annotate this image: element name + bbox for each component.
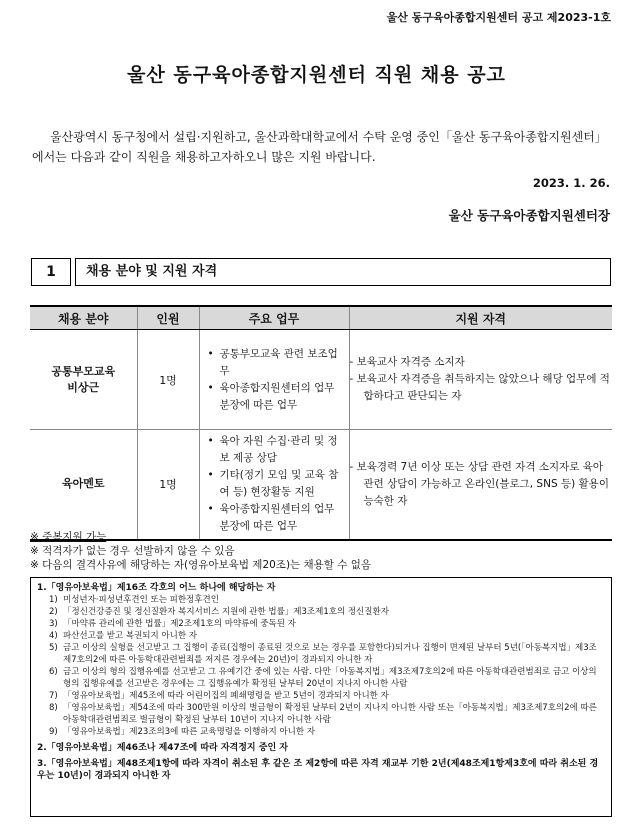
count-cell: 1명: [137, 330, 199, 430]
table-row: [30, 430, 612, 540]
intro-paragraph: 울산광역시 동구청에서 설립·지원하고, 울산과학대학교에서 수탁 운영 중인「울산 동구육아종합지원센터」에서는 다음과 같이 직원을 채용하고자하오니 많은 지원 바랍니다.: [32, 130, 607, 164]
note-no-selection: ※ 적격자가 없는 경우 선발하지 않을 수 있음: [30, 545, 235, 557]
section-number: 1: [31, 258, 71, 286]
section-title: 채용 분야 및 지원 자격: [75, 258, 611, 286]
disq-item: [37, 630, 605, 642]
disq-item-text: 「영유아보육법」제45조에 따라 어린이집의 폐쇄명령을 받고 5년이 경과되지 아니한 자: [63, 691, 389, 701]
header-count: 인원: [137, 306, 199, 330]
qualification-cell: [349, 430, 612, 540]
qualification-item: - 보육교사 자격증을 취득하지는 않았으나 해당 업무에 적합하다고 판단되는 자: [350, 371, 613, 405]
table-header-row: [30, 306, 612, 330]
duties-cell: [199, 330, 349, 430]
disq-item-number: 4): [49, 631, 58, 641]
disqualification-box: [30, 577, 612, 817]
duty-item: • 공통부모교육 관련 보조업무: [208, 346, 345, 380]
disq-item-text: 「영유아보육법」제23조의3에 따른 교육명령을 이행하지 아니한 자: [63, 727, 316, 737]
disq-item: [37, 702, 605, 726]
disq-item: [37, 594, 605, 606]
disq-item-text: 금고 이상의 형의 집행유예를 선고받고 그 유예기간 중에 있는 사람. 다만「아동복지법」제3조제7호의2에 따른 아동학대관련범죄로 금고 이상의 형의 집행유예를 선고받은 경우에는 그 집행유예가 확정된 날부터 20년이 지나지 아니한 사람: [63, 667, 597, 689]
disq-item-number: 9): [49, 727, 58, 737]
duty-item: • 육아종합지원센터의 업무분장에 따른 업무: [208, 501, 345, 535]
header-duties: 주요 업무: [199, 306, 349, 330]
disq-item-text: 「정신건강증진 및 정신질환자 복지서비스 지원에 관한 법률」제3조제1호의 정신질환자: [63, 607, 389, 617]
disq-heading-2: 2.「영유아보육법」제46조나 제47조에 따라 자격정지 중인 자: [37, 743, 288, 753]
disq-item-number: 6): [49, 667, 58, 677]
disq-heading-3: 3.「영유아보육법」제48조제1항에 따라 자격이 취소된 후 같은 조 제2항에 따른 자격 재교부 기한 2년(제48조제1항제3호에 따라 취소된 경우는 10년)이 경과되지 아니한 자: [37, 759, 599, 781]
qualification-item: - 보육교사 자격증 소지자: [350, 354, 613, 371]
duty-item: • 육아 자원 수집·관리 및 정보 제공 상담: [208, 433, 345, 467]
count-cell: 1명: [137, 430, 199, 540]
field-cell: [30, 430, 137, 540]
disq-heading-1: 1.「영유아보육법」제16조 각호의 어느 하나에 해당하는 자: [37, 583, 276, 593]
disq-item: [37, 606, 605, 618]
page-title: 울산 동구육아종합지원센터 직원 채용 공고: [127, 64, 506, 86]
announcement-date: 2023. 1. 26.: [532, 176, 610, 190]
qualification-item: - 보육경력 7년 이상 또는 상담 관련 자격 소지자로 육아관련 상담이 가능하고 온라인(블로그, SNS 등) 활용이 능숙한 자: [350, 459, 613, 510]
disq-item-number: 2): [49, 607, 58, 617]
disq-item-number: 7): [49, 691, 58, 701]
field-type: 비상근: [67, 380, 100, 394]
qualification-cell: [349, 330, 612, 430]
disq-item: [37, 642, 605, 666]
disq-item-number: 8): [49, 703, 58, 713]
disq-item-text: 미성년자·피성년후견인 또는 피한정후견인: [63, 595, 219, 605]
disq-item-text: 「마약류 관리에 관한 법률」제2조제1호의 마약류에 중독된 자: [63, 619, 296, 629]
header-qualifications: 지원 자격: [349, 306, 612, 330]
field-name: 육아멘토: [61, 477, 105, 491]
disq-item-number: 1): [49, 595, 58, 605]
field-cell: [30, 330, 137, 430]
table-row: [30, 330, 612, 430]
disq-item-text: 파산선고를 받고 복권되지 아니한 자: [63, 631, 197, 641]
note-duplicate: ※ 중복지원 가능: [30, 531, 107, 543]
document-number: 울산 동구육아종합지원센터 공고 제2023-1호: [386, 11, 611, 24]
disq-item: [37, 618, 605, 630]
disq-item-text: 금고 이상의 실형을 선고받고 그 집행이 종료(집행이 종료된 것으로 보는 경우를 포함한다)되거나 집행이 면제된 날부터 5년(「아동복지법」제3조제7호의2에 따른 아동학대관련범죄를 저지른 경우에는 20년)이 경과되지 아니한 자: [63, 643, 597, 665]
disq-item-text: 「영유아보육법」제54조에 따라 300만원 이상의 벌금형이 확정된 날부터 2년이 지나지 아니한 사람 또는「아동복지법」제3조제7호의2에 따른 아동학대관련범죄로 벌금형이 확정된 날부터 10년이 지나지 아니한 사람: [63, 703, 597, 725]
disq-item: [37, 666, 605, 690]
header-field: 채용 분야: [30, 306, 137, 330]
disq-item: [37, 690, 605, 702]
disq-item-number: 3): [49, 619, 58, 629]
recruitment-table: [30, 305, 612, 541]
issuer-name: 울산 동구육아종합지원센터장: [448, 208, 610, 223]
notes: [30, 530, 371, 572]
note-disqualification: ※ 다음의 결격사유에 해당하는 자(영유아보육법 제20조)는 채용할 수 없음: [30, 559, 372, 571]
disq-item-number: 5): [49, 643, 58, 653]
disq-item: [37, 726, 605, 738]
field-name: 공통부모교육: [51, 364, 116, 378]
duties-cell: [199, 430, 349, 540]
duty-item: • 기타(정기 모임 및 교육 참여 등) 현장활동 지원: [208, 467, 345, 501]
duty-item: • 육아종합지원센터의 업무분장에 따른 업무: [208, 380, 345, 414]
